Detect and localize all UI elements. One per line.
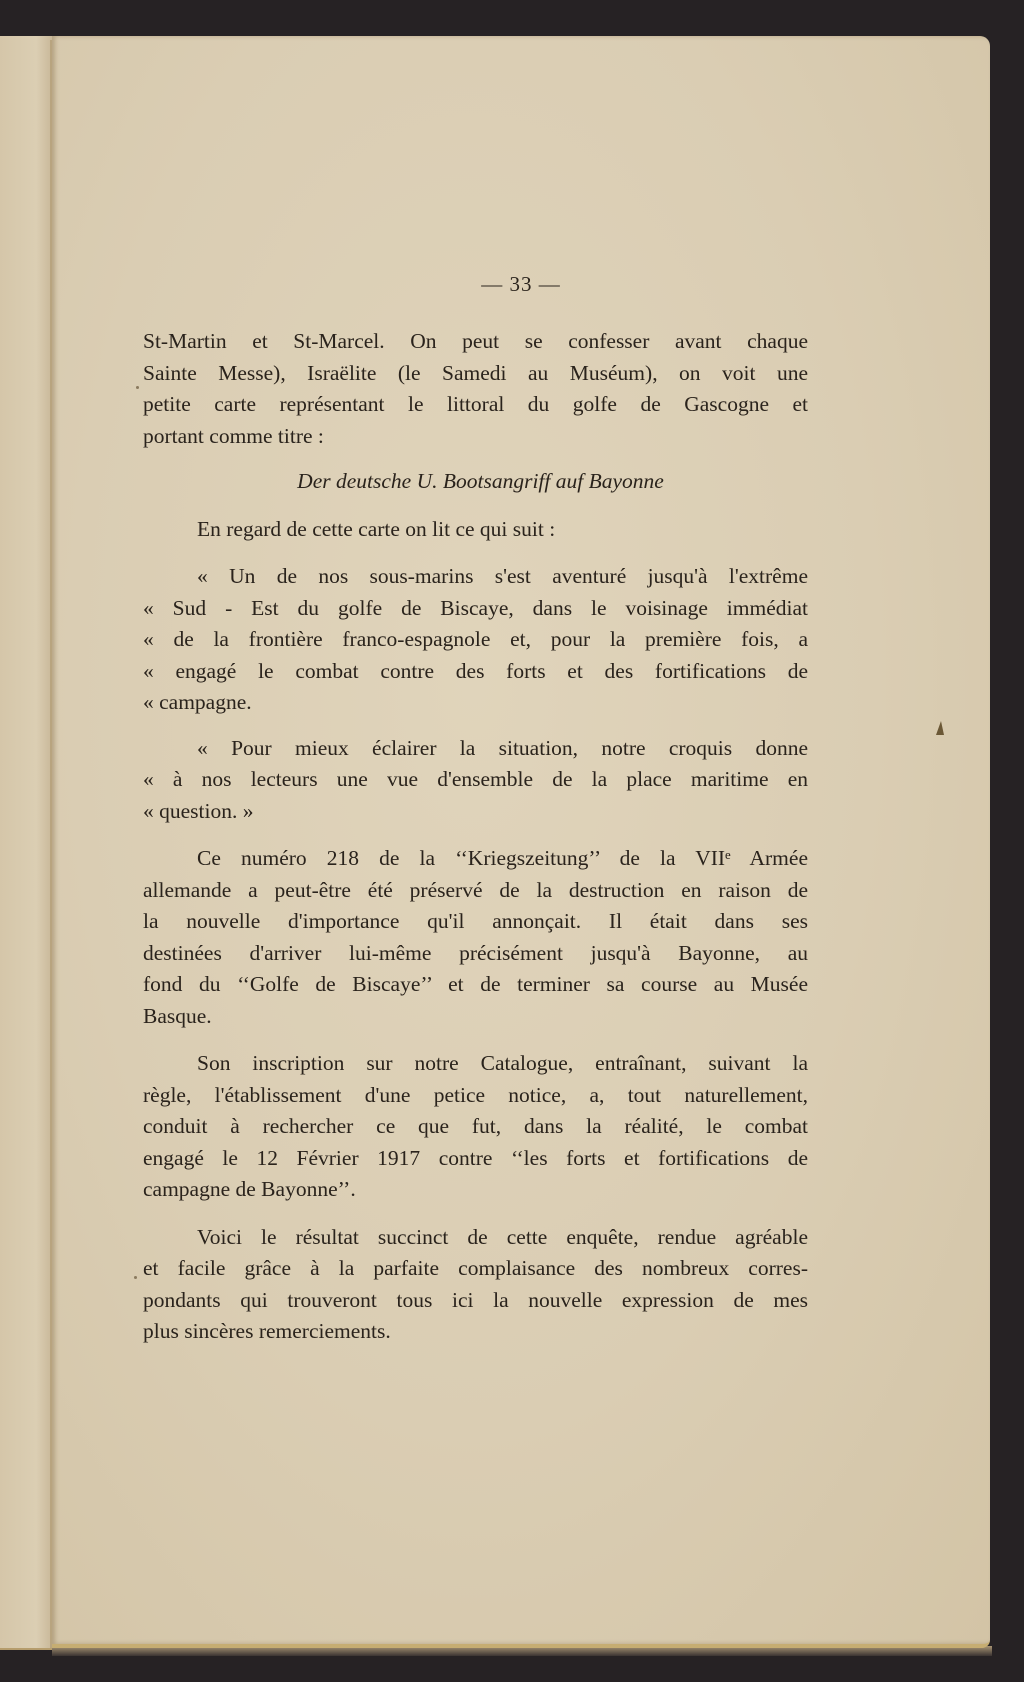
quote-line: « à nos lecteurs une vue d'ensemble de la place maritime en bbox=[143, 767, 808, 791]
margin-pencil-mark bbox=[936, 721, 944, 735]
quote-line: « de la frontière franco-espagnole et, pour la première fois, a bbox=[143, 627, 808, 651]
text-line: Voici le résultat succinct de cette enquête, rendue agréable bbox=[197, 1224, 808, 1249]
paragraph-kriegszeitung bbox=[143, 843, 808, 1032]
quote-paragraph-1 bbox=[143, 561, 808, 719]
text-line: pondants qui trouveront tous ici la nouvelle expression de mes bbox=[143, 1287, 808, 1312]
text-line: plus sincères remerciements. bbox=[143, 1319, 391, 1343]
quote-line: « engagé le combat contre des forts et des fortifications de bbox=[143, 658, 808, 683]
paper-speck bbox=[136, 386, 139, 389]
text-line: la nouvelle d'importance qu'il annonçait. Il était dans ses bbox=[143, 909, 808, 933]
text-line: conduit à rechercher ce que fut, dans la réalité, le combat bbox=[143, 1114, 808, 1138]
text-line: St-Martin et St-Marcel. On peut se confesser avant chaque bbox=[143, 329, 808, 353]
quote-line: « Pour mieux éclairer la situation, notre croquis donne bbox=[197, 735, 808, 760]
quote-line: « Sud - Est du golfe de Biscaye, dans le voisinage immédiat bbox=[143, 595, 808, 620]
page-body bbox=[143, 326, 808, 1348]
paragraph-intro bbox=[143, 326, 808, 452]
paper-speck bbox=[134, 1276, 137, 1279]
text-line: portant comme titre : bbox=[143, 423, 324, 448]
text-line: Ce numéro 218 de la ‘‘Kriegszeitung’’ de la VIIᵉ Armée bbox=[197, 846, 808, 870]
text-line: fond du ‘‘Golfe de Biscaye’’ et de terminer sa course au Musée bbox=[143, 972, 808, 996]
quote-line: « campagne. bbox=[143, 690, 252, 714]
text-line: destinées d'arriver lui-même précisément jusqu'à Bayonne, au bbox=[143, 940, 808, 965]
text-line: Sainte Messe), Israëlite (le Samedi au Muséum), on voit une bbox=[143, 360, 808, 385]
text-line: règle, l'établissement d'une petice notice, a, tout naturellement, bbox=[143, 1082, 808, 1107]
text-line: et facile grâce à la parfaite complaisance des nombreux corres- bbox=[143, 1256, 808, 1280]
text-line: En regard de cette carte on lit ce qui suit : bbox=[197, 516, 556, 541]
page-number: — 33 — bbox=[481, 272, 561, 296]
text-line: engagé le 12 Février 1917 contre ‘‘les forts et fortifications de bbox=[143, 1145, 808, 1170]
map-title: Der deutsche U. Bootsangriff auf Bayonne bbox=[297, 469, 664, 493]
text-line: allemande a peut-être été préservé de la destruction en raison de bbox=[143, 877, 808, 902]
quote-line: « question. » bbox=[143, 798, 254, 823]
paragraph-result bbox=[143, 1222, 808, 1348]
book-page bbox=[52, 36, 990, 1648]
text-line: Basque. bbox=[143, 1003, 212, 1028]
paragraph-lead-in bbox=[143, 514, 808, 546]
quote-line: « Un de nos sous-marins s'est aventuré jusqu'à l'extrême bbox=[197, 564, 808, 588]
text-line: Son inscription sur notre Catalogue, entraînant, suivant la bbox=[197, 1051, 808, 1075]
quote-paragraph-2 bbox=[143, 733, 808, 828]
text-line: campagne de Bayonne’’. bbox=[143, 1177, 356, 1201]
text-line: petite carte représentant le littoral du golfe de Gascogne et bbox=[143, 392, 808, 416]
paragraph-catalogue bbox=[143, 1048, 808, 1206]
facing-page-edge bbox=[0, 36, 52, 1650]
